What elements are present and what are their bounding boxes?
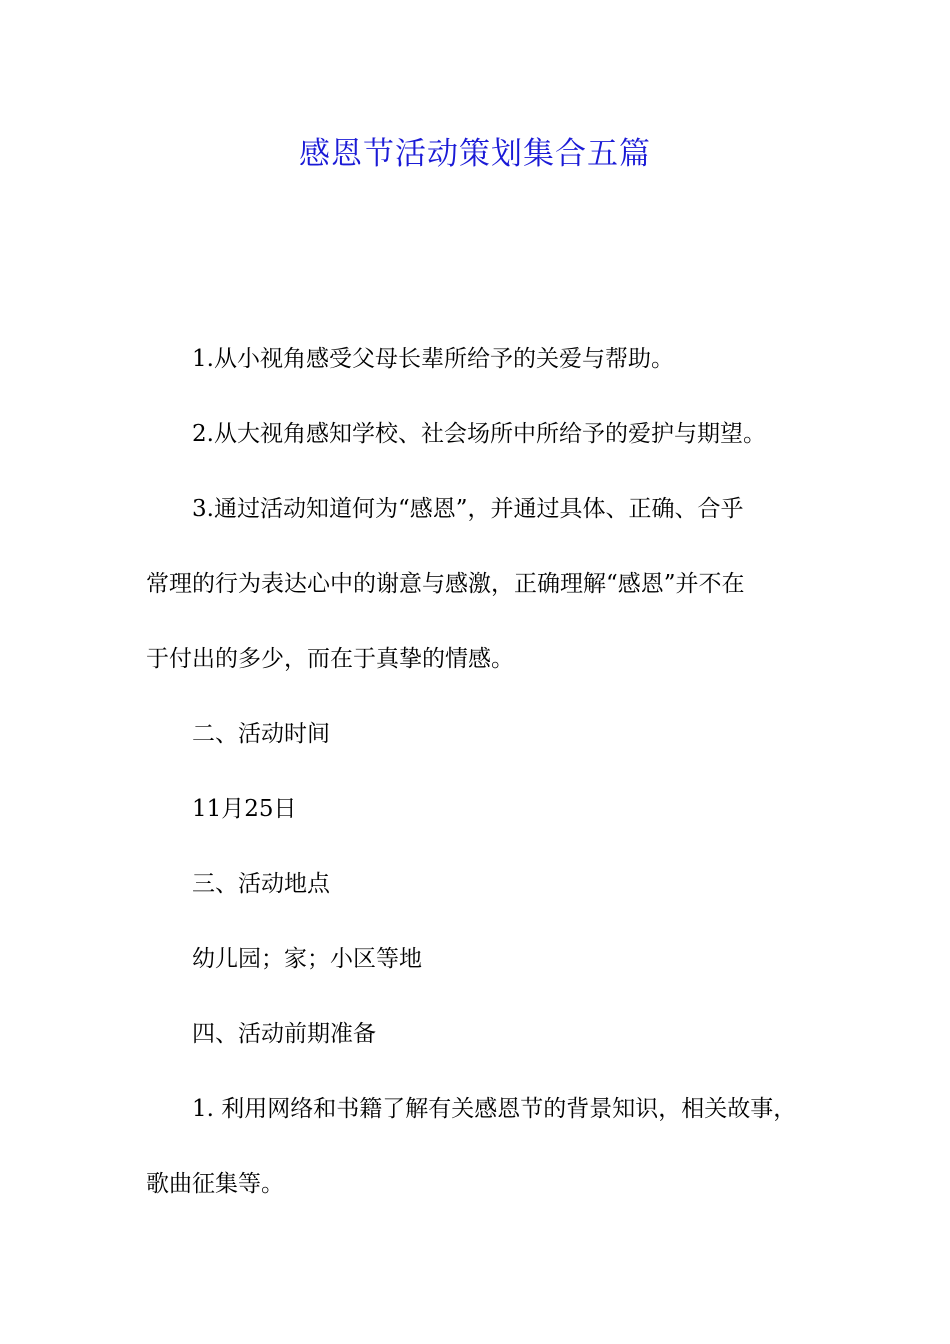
paragraph-preparation-1-line-1: 1. 利用网络和书籍了解有关感恩节的背景知识，相关故事， xyxy=(192,1096,797,1122)
paragraph-goal-3-line-2: 常理的行为表达心中的谢意与感激，正确理解“感恩”并不在 xyxy=(146,571,745,597)
paragraph-location: 幼儿园；家；小区等地 xyxy=(192,946,422,972)
paragraph-goal-3 xyxy=(146,472,836,697)
paragraph-goal-3-line-3: 于付出的多少，而在于真挚的情感。 xyxy=(146,646,514,672)
paragraph-goal-1: 1.从小视角感受父母长辈所给予的关爱与帮助。 xyxy=(192,346,674,372)
page-title: 感恩节活动策划集合五篇 xyxy=(299,136,651,172)
paragraph-time: 11月25日 xyxy=(192,796,297,822)
paragraph-preparation-1 xyxy=(146,1072,836,1222)
section-heading-time: 二、活动时间 xyxy=(192,721,330,747)
paragraph-goal-2: 2.从大视角感知学校、社会场所中所给予的爱护与期望。 xyxy=(192,421,766,447)
section-heading-location: 三、活动地点 xyxy=(192,871,330,897)
paragraph-preparation-1-line-2: 歌曲征集等。 xyxy=(146,1171,284,1197)
paragraph-goal-3-line-1: 3.通过活动知道何为“感恩”，并通过具体、正确、合乎 xyxy=(192,496,744,522)
section-heading-preparation: 四、活动前期准备 xyxy=(192,1021,376,1047)
